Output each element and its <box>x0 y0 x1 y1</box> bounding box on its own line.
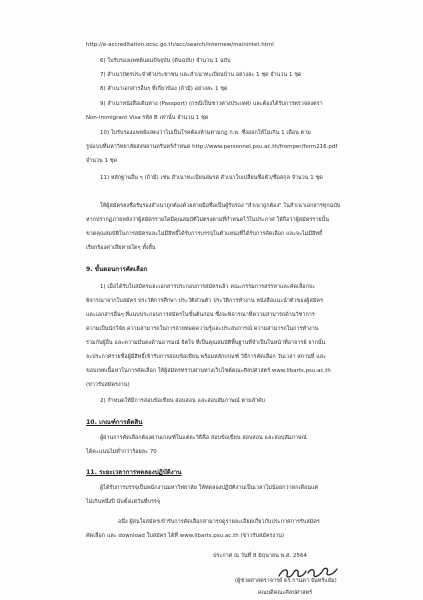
section-9-line-7: ขอบเขตเนื้อหาในการคัดเลือก ให้ผู้สมัครทราบผ่านทางเว็บไซต์คณะศิลปศาสตร์ www.libarts.psu.ac.th <box>86 368 331 374</box>
announcement-date: ประกาศ ณ วันที่ 8 มิถุนายน พ.ศ. 2564 <box>213 553 307 559</box>
section-9-line-2: พิจารณาจากใบสมัคร ประวัติการศึกษา ประวัติส่วนตัว ประวัติการทำงาน หนังสือแนะนำตัวของผู้สมัคร <box>86 298 324 304</box>
doc-item-11: 11) หลักฐานอื่น ๆ (ถ้ามี) เช่น สำเนาทะเบียนสมรส สำเนาใบเปลี่ยนชื่อตัว/ชื่อสกุล จำนวน 1 ชุด <box>100 175 323 181</box>
doc-item-9: 9) สำเนาหนังสือเดินทาง (Passport) (กรณีเป็นชาวต่างประเทศ) และต้องได้รับการตรวจลงตรา <box>100 101 323 107</box>
section-11-line-2: ไม่เกินหนึ่งปี นับตั้งแต่วันที่บรรจุ <box>86 499 161 505</box>
section-11-heading: 11. ระยะเวลาการทดลองปฏิบัติงาน <box>86 469 182 476</box>
section-9-line-8: (ข่าวรับสมัครงาน) <box>86 382 130 388</box>
certify-paragraph-line-1: ให้ผู้สมัครลงชื่อรับรองสำเนาถูกต้องด้วยลายมือชื่อเป็นผู้รับรอง "สำเนาถูกต้อง" ในสำเนาเอกสารทุกฉบับ <box>100 203 341 209</box>
doc-item-6: 6) ใบรับรองแพทย์แผนปัจจุบัน (ต้นฉบับ) จำนวน 1 ฉบับ <box>100 58 231 64</box>
section-9-line-3: และเอกสารอื่นๆ ที่แนบประกอบการสมัครในขั้นต้นก่อน ซึ่งจะพิจารณาที่ความสามารถด้านวิชาการ <box>86 312 315 318</box>
certify-paragraph-line-2: หากปรากฏภายหลังว่าผู้สมัครรายใดมีคุณสมบัติไม่ตรงตามที่กำหนดไว้ในประกาศ ให้ถือว่าผู้สมัครรายนั้น <box>86 217 329 223</box>
section-10-line-1: ผู้ผ่านการคัดเลือกต้องผ่านเกณฑ์ในแต่ละวิธีคือ สอบข้อเขียน สอบสอน และสอบสัมภาษณ์ <box>100 435 307 441</box>
signer-name: (ผู้ช่วยศาสตราจารย์ ดร.กานดา จันทร์แย้ม) <box>235 578 337 584</box>
doc-item-8: 8) สำเนาเอกสารอื่นๆ ที่เกี่ยวข้อง (ถ้ามี) อย่างละ 1 ชุด <box>100 86 228 92</box>
certify-paragraph-line-4: เรียกร้องค่าเสียหายใดๆ ทั้งสิ้น <box>86 245 156 251</box>
doc-item-10: 10) ใบรับรองแพทย์แสดงว่าไม่เป็นโรคต้องห้ามตามกฎ ก.พ. ซึ่งออกให้ไม่เกิน 1 เดือน ตาม <box>100 130 311 136</box>
section-11-line-1: ผู้ได้รับการบรรจุเป็นพนักงานมหาวิทยาลัย ให้ทดลองปฏิบัติงานเป็นเวลาไม่น้อยกว่าหกเดือนแต่ <box>100 485 319 491</box>
section-9-heading: 9. ขั้นตอนการคัดเลือก <box>86 266 148 273</box>
accreditation-url: http://e-accreditation.ocsc.go.th/acc/search/internew/mainintet.html <box>86 42 274 48</box>
section-9-line-6: จะประกาศรายชื่อผู้มีสิทธิ์เข้ารับการสอบข้อเขียน พร้อมหลักเกณฑ์ วิธีการคัดเลือก วันเวลา สถานที่ และ <box>86 354 327 360</box>
doc-item-10-cont: รูปแบบที่มหาวิทยาลัยสงขลานครินทร์กำหนด http://www.personnel.psu.ac.th/fromper/form216.pdf <box>86 144 338 150</box>
signer-position: คณบดีคณะศิลปศาสตร์ <box>258 590 313 596</box>
section-9-line-4: ความเป็นนักวิจัย ความสามารถในการถ่ายทอดความรู้และประสบการณ์ ความสามารถในการทำงาน <box>86 326 319 332</box>
certify-paragraph-line-3: ขาดคุณสมบัติในการสมัครและไม่มีสิทธิ์ได้รับการบรรจุในตำแหน่งที่ได้รับการคัดเลือก และจะไม่มีสิทธิ์ <box>86 231 323 237</box>
doc-item-9-cont: Non-Immigrant Visa รหัส B เท่านั้น จำนวน 1 ชุด <box>86 115 209 121</box>
doc-item-7: 7) สำเนาบัตรประจำตัวประชาชน และสำเนาทะเบียนบ้าน อย่างละ 1 ชุด จำนวน 1 ชุด <box>100 72 302 78</box>
closing-line-2: คัดเลือก และ download ใบสมัคร ได้ที่ www.libarts.psu.ac.th (ข่าวรับสมัครงาน) <box>86 533 285 539</box>
section-9-line-1: 1) เมื่อได้รับใบสมัครและเอกสารประกอบการสมัครแล้ว คณะกรรมการสรรหาและคัดเลือกจะ <box>100 284 316 290</box>
closing-line-1: อนึ่ง ผู้สนใจสมัครเข้ารับการคัดเลือกสามารถดูรายละเอียดเกี่ยวกับประกาศการรับสมัคร <box>118 519 320 525</box>
section-10-line-2: ได้คะแนนไม่ต่ำกว่าร้อยละ 70 <box>86 449 157 455</box>
doc-item-10-count: จำนวน 1 ชุด <box>86 158 118 164</box>
section-9-line-5: ร่วมกับผู้อื่น และความมั่นคงด้านอารมณ์ จิตใจ ที่เป็นคุณสมบัติพื้นฐานที่จำเป็นในหน้าที่อาจารย์ จากนั้น <box>86 340 326 346</box>
section-9-step-2: 2) กำหนดให้มีการสอบข้อเขียน สอบสอน และสอบสัมภาษณ์ ตามลำดับ <box>100 398 266 404</box>
section-10-heading: 10. เกณฑ์การตัดสิน <box>86 419 143 426</box>
